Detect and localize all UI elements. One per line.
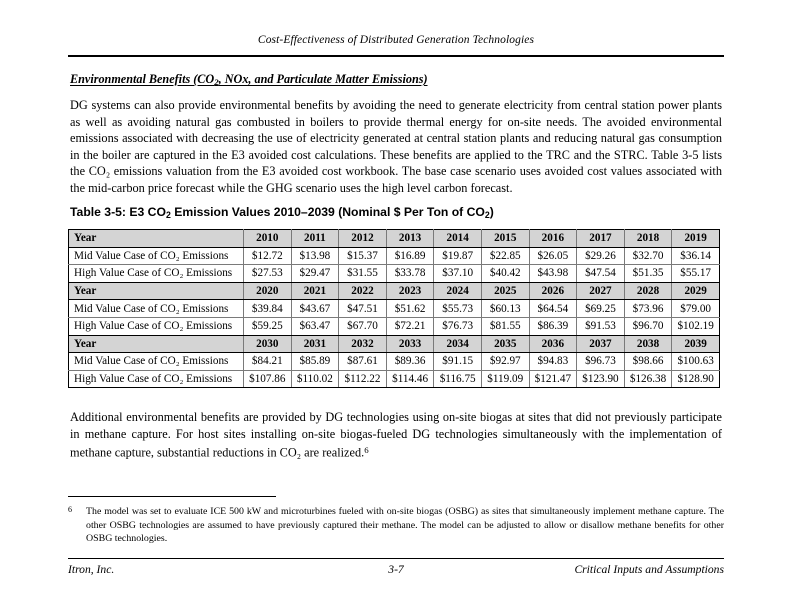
table-cell-value: $69.25 xyxy=(577,300,625,318)
table-header-year: 2029 xyxy=(672,282,720,300)
table-cell-value: $85.89 xyxy=(291,353,339,371)
table-cell-value: $114.46 xyxy=(386,370,434,388)
table-row-label: High Value Case of CO₂ Emissions xyxy=(69,370,244,388)
table-header-year: 2039 xyxy=(672,335,720,353)
table-cell-value: $32.70 xyxy=(624,247,672,265)
table-cell-value: $26.05 xyxy=(529,247,577,265)
emission-values-table-body xyxy=(69,230,720,388)
table-cell-value: $47.54 xyxy=(577,265,625,283)
table-caption-prefix: Table 3-5: E3 CO xyxy=(70,205,166,219)
table-cell-value: $60.13 xyxy=(481,300,529,318)
table-cell-value: $98.66 xyxy=(624,353,672,371)
table-cell-value: $126.38 xyxy=(624,370,672,388)
table-header-year: 2017 xyxy=(577,230,625,248)
table-cell-value: $55.73 xyxy=(434,300,482,318)
table-cell-value: $13.98 xyxy=(291,247,339,265)
table-cell-value: $73.96 xyxy=(624,300,672,318)
table-cell-value: $40.42 xyxy=(481,265,529,283)
footnote-block xyxy=(68,505,724,546)
paragraph-intro: DG systems can also provide environmental benefits by avoiding the need to generate electricity from central station power plants as well as avoiding natural gas combusted in boilers to provide thermal energy for on-site needs. The avoided environmental emissions associated with decreasing the use of electricity generated at central station plants and reducing natural gas consumption in the boiler are captured in the E3 avoided cost calculations. These benefits are applied to the TRC and the STRC. Table 3-5 lists the CO₂ emissions valuation from the E3 avoided cost workbook. The base case scenario uses avoided cost values associated with the mid-carbon price forecast while the GHG scenario uses the high level carbon forecast. xyxy=(70,98,722,195)
table-row-label: Mid Value Case of CO₂ Emissions xyxy=(69,353,244,371)
table-cell-value: $76.73 xyxy=(434,317,482,335)
table-cell-value: $51.62 xyxy=(386,300,434,318)
table-header-year: 2038 xyxy=(624,335,672,353)
table-header-year: 2034 xyxy=(434,335,482,353)
table-cell-value: $29.47 xyxy=(291,265,339,283)
table-cell-value: $31.55 xyxy=(339,265,387,283)
emission-values-table xyxy=(68,229,720,388)
section-heading-after: , NOx, and Particulate Matter Emissions) xyxy=(218,72,428,86)
table-cell-value: $43.98 xyxy=(529,265,577,283)
table-header-year: 2010 xyxy=(244,230,292,248)
table-cell-value: $84.21 xyxy=(244,353,292,371)
table-row xyxy=(69,353,720,371)
table-cell-value: $81.55 xyxy=(481,317,529,335)
table-header-row xyxy=(69,335,720,353)
table-cell-value: $92.97 xyxy=(481,353,529,371)
table-cell-value: $100.63 xyxy=(672,353,720,371)
table-header-year: 2012 xyxy=(339,230,387,248)
table-header-year-label: Year xyxy=(69,230,244,248)
footer-page-number: 3-7 xyxy=(388,563,404,576)
table-cell-value: $55.17 xyxy=(672,265,720,283)
table-cell-value: $27.53 xyxy=(244,265,292,283)
table-cell-value: $67.70 xyxy=(339,317,387,335)
table-header-year: 2022 xyxy=(339,282,387,300)
table-caption xyxy=(70,205,494,220)
table-header-year: 2037 xyxy=(577,335,625,353)
table-header-year: 2011 xyxy=(291,230,339,248)
table-caption-sub-2: 2 xyxy=(484,210,490,221)
table-header-row xyxy=(69,230,720,248)
running-header: Cost-Effectiveness of Distributed Generation Technologies xyxy=(257,34,535,46)
table-caption-suffix: ) xyxy=(489,205,494,219)
table-cell-value: $110.02 xyxy=(291,370,339,388)
table-cell-value: $47.51 xyxy=(339,300,387,318)
footer-right-section: Critical Inputs and Assumptions xyxy=(574,563,724,576)
table-cell-value: $33.78 xyxy=(386,265,434,283)
footnote-reference-marker: 6 xyxy=(364,445,369,456)
table-cell-value: $51.35 xyxy=(624,265,672,283)
page-footer xyxy=(68,563,724,576)
table-cell-value: $123.90 xyxy=(577,370,625,388)
table-row-label: Mid Value Case of CO₂ Emissions xyxy=(69,300,244,318)
table-caption-sub-1: 2 xyxy=(165,210,171,221)
table-header-year: 2013 xyxy=(386,230,434,248)
table-cell-value: $91.53 xyxy=(577,317,625,335)
table-cell-value: $128.90 xyxy=(672,370,720,388)
table-cell-value: $22.85 xyxy=(481,247,529,265)
table-header-year: 2020 xyxy=(244,282,292,300)
table-header-year: 2019 xyxy=(672,230,720,248)
table-header-year: 2033 xyxy=(386,335,434,353)
table-header-year: 2025 xyxy=(481,282,529,300)
table-header-year: 2036 xyxy=(529,335,577,353)
table-cell-value: $116.75 xyxy=(434,370,482,388)
table-cell-value: $43.67 xyxy=(291,300,339,318)
table-cell-value: $29.26 xyxy=(577,247,625,265)
header-rule xyxy=(68,55,724,57)
table-row xyxy=(69,317,720,335)
table-cell-value: $89.36 xyxy=(386,353,434,371)
table-cell-value: $39.84 xyxy=(244,300,292,318)
table-row-label: High Value Case of CO₂ Emissions xyxy=(69,317,244,335)
table-row xyxy=(69,265,720,283)
table-cell-value: $19.87 xyxy=(434,247,482,265)
table-header-year: 2015 xyxy=(481,230,529,248)
table-cell-value: $121.47 xyxy=(529,370,577,388)
table-cell-value: $37.10 xyxy=(434,265,482,283)
table-header-year: 2030 xyxy=(244,335,292,353)
table-row xyxy=(69,370,720,388)
table-cell-value: $96.73 xyxy=(577,353,625,371)
section-heading-before: Environmental Benefits (CO xyxy=(70,72,215,86)
table-header-year-label: Year xyxy=(69,335,244,353)
footnote-separator-rule xyxy=(68,496,276,497)
table-row xyxy=(69,300,720,318)
table-cell-value: $86.39 xyxy=(529,317,577,335)
table-header-year: 2021 xyxy=(291,282,339,300)
table-cell-value: $112.22 xyxy=(339,370,387,388)
table-cell-value: $102.19 xyxy=(672,317,720,335)
table-cell-value: $119.09 xyxy=(481,370,529,388)
table-header-year: 2018 xyxy=(624,230,672,248)
table-header-year-label: Year xyxy=(69,282,244,300)
table-cell-value: $87.61 xyxy=(339,353,387,371)
table-header-year: 2016 xyxy=(529,230,577,248)
paragraph-biogas xyxy=(70,409,722,462)
table-cell-value: $79.00 xyxy=(672,300,720,318)
table-cell-value: $15.37 xyxy=(339,247,387,265)
table-header-row xyxy=(69,282,720,300)
table-cell-value: $64.54 xyxy=(529,300,577,318)
footer-left-company: Itron, Inc. xyxy=(68,563,115,576)
table-cell-value: $12.72 xyxy=(244,247,292,265)
footer-rule xyxy=(68,558,724,559)
table-header-year: 2024 xyxy=(434,282,482,300)
paragraph-biogas-text: Additional environmental benefits are provided by DG technologies using on-site biogas at sites that did not previously participate in methane capture. For host sites installing on-site biogas-fueled DG technologies simultaneously with the implementation of methane capture, substantial reductions in CO₂ are realized. xyxy=(70,410,722,460)
table-row-label: Mid Value Case of CO₂ Emissions xyxy=(69,247,244,265)
table-cell-value: $72.21 xyxy=(386,317,434,335)
table-cell-value: $59.25 xyxy=(244,317,292,335)
table-cell-value: $107.86 xyxy=(244,370,292,388)
table-cell-value: $63.47 xyxy=(291,317,339,335)
table-header-year: 2028 xyxy=(624,282,672,300)
table-header-year: 2032 xyxy=(339,335,387,353)
table-header-year: 2023 xyxy=(386,282,434,300)
table-header-year: 2035 xyxy=(481,335,529,353)
section-heading xyxy=(70,72,428,87)
table-header-year: 2014 xyxy=(434,230,482,248)
table-cell-value: $36.14 xyxy=(672,247,720,265)
table-header-year: 2031 xyxy=(291,335,339,353)
section-heading-subscript: 2 xyxy=(214,77,219,88)
table-row-label: High Value Case of CO₂ Emissions xyxy=(69,265,244,283)
table-cell-value: $94.83 xyxy=(529,353,577,371)
table-cell-value: $91.15 xyxy=(434,353,482,371)
footnote-text: The model was set to evaluate ICE 500 kW and microturbines fueled with on-site biogas (OSBG) as sites that simultaneously implement methane capture. The other OSBG technologies are assumed to have previously captured their methane. The model can be adjusted to allow or disallow methane benefits for other OSBG technologies. xyxy=(86,506,724,545)
emission-values-table-wrapper xyxy=(68,229,719,388)
table-row xyxy=(69,247,720,265)
table-header-year: 2026 xyxy=(529,282,577,300)
table-cell-value: $16.89 xyxy=(386,247,434,265)
table-cell-value: $96.70 xyxy=(624,317,672,335)
table-header-year: 2027 xyxy=(577,282,625,300)
footnote-marker: 6 xyxy=(68,505,72,514)
table-caption-middle: Emission Values 2010–2039 (Nominal $ Per Ton of CO xyxy=(170,205,485,219)
